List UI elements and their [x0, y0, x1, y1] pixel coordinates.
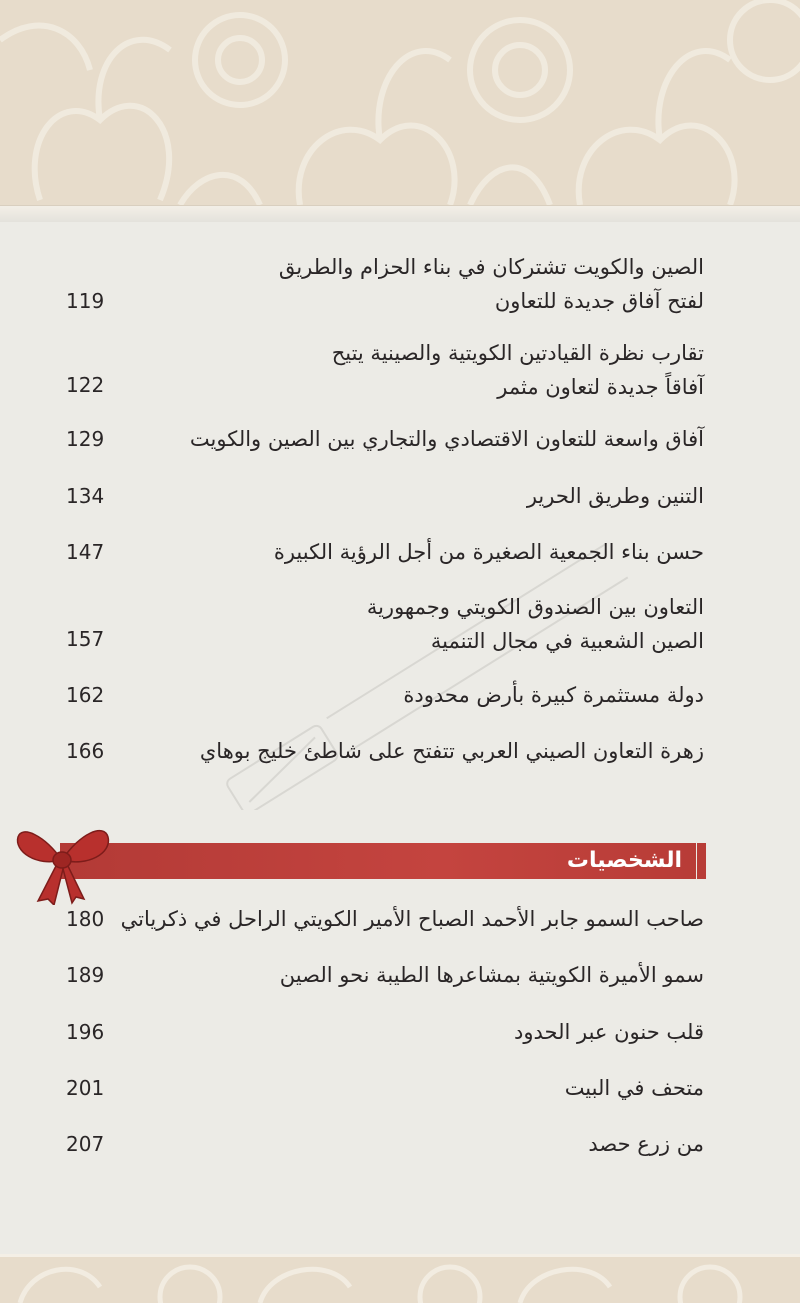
- toc-entry[interactable]: [94, 250, 704, 318]
- toc-page-number: 119: [66, 289, 105, 313]
- toc-entry[interactable]: [94, 422, 704, 456]
- decorative-footer-band: [0, 1254, 800, 1303]
- toc-entry-title-line: التعاون بين الصندوق الكويتي وجمهورية: [366, 595, 704, 619]
- header-divider: [0, 205, 800, 222]
- toc-entry-title-line: آفاق واسعة للتعاون الاقتصادي والتجاري بين الصين والكويت: [189, 427, 704, 451]
- toc-page-number: 157: [66, 627, 105, 651]
- toc-page-number: 147: [66, 540, 105, 564]
- toc-entry[interactable]: [94, 1015, 704, 1049]
- toc-entry-title-line: حسن بناء الجمعية الصغيرة من أجل الرؤية الكبيرة: [273, 540, 704, 564]
- toc-entry[interactable]: [94, 678, 704, 712]
- toc-page-number: 134: [66, 484, 105, 508]
- toc-entry[interactable]: [94, 479, 704, 513]
- toc-entry[interactable]: [94, 902, 704, 936]
- toc-entry-title-line: آفاقاً جديدة لتعاون مثمر: [497, 375, 704, 399]
- toc-entry[interactable]: [94, 734, 704, 768]
- toc-page-number: 129: [66, 427, 105, 451]
- toc-page-number: 122: [66, 373, 105, 397]
- toc-page-number: 189: [66, 963, 105, 987]
- toc-entry[interactable]: [94, 1127, 704, 1161]
- toc-entry-title-line: دولة مستثمرة كبيرة بأرض محدودة: [403, 683, 704, 707]
- toc-entry[interactable]: [94, 336, 704, 404]
- section-title: الشخصيات: [566, 848, 682, 873]
- toc-page-number: 162: [66, 683, 105, 707]
- section-ribbon-end: [697, 843, 706, 879]
- lotus-pattern-icon: [0, 0, 800, 205]
- toc-entry-title-line: سمو الأميرة الكويتية بمشاعرها الطيبة نحو الصين: [279, 963, 704, 987]
- toc-entry-title-line: من زرع حصد: [588, 1132, 704, 1156]
- toc-entry[interactable]: [94, 958, 704, 992]
- toc-page-number: 201: [66, 1076, 105, 1100]
- toc-page-number: 207: [66, 1132, 105, 1156]
- toc-entry-title-line: الصين الشعبية في مجال التنمية: [430, 629, 704, 653]
- toc-page-number: 166: [66, 739, 105, 763]
- toc-entry-title-line: زهرة التعاون الصيني العربي تتفتح على شاطئ خليج بوهاي: [199, 739, 704, 763]
- toc-entry-title-line: الصين والكويت تشتركان في بناء الحزام والطريق: [278, 255, 704, 279]
- toc-entry-title-line: صاحب السمو جابر الأحمد الصباح الأمير الكويتي الراحل في ذكرياتي: [120, 907, 704, 931]
- toc-entry-title-line: لفتح آفاق جديدة للتعاون: [494, 289, 704, 313]
- toc-page-number: 196: [66, 1020, 105, 1044]
- toc-entry[interactable]: [94, 535, 704, 569]
- toc-entry-title-line: متحف في البيت: [564, 1076, 704, 1100]
- lotus-pattern-icon: [0, 1257, 800, 1303]
- toc-entry[interactable]: [94, 590, 704, 658]
- decorative-header-band: [0, 0, 800, 205]
- toc-entry-title-line: التنين وطريق الحرير: [526, 484, 704, 508]
- ribbon-bow-icon: [14, 815, 110, 905]
- toc-entry-title-line: قلب حنون عبر الحدود: [514, 1020, 704, 1044]
- toc-page-number: 180: [66, 907, 105, 931]
- toc-entry-title-line: تقارب نظرة القيادتين الكويتية والصينية يتيح: [331, 341, 704, 365]
- toc-entry[interactable]: [94, 1071, 704, 1105]
